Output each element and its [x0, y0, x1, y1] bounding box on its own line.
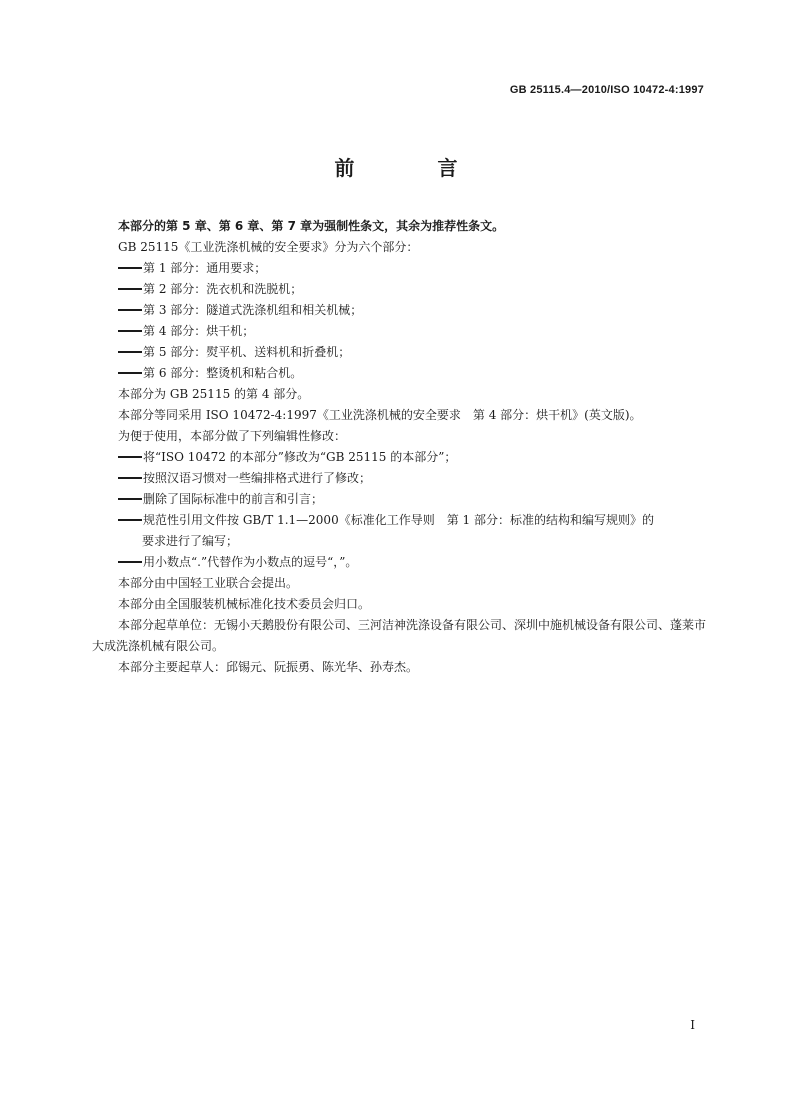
standard-number: GB 25115.4—2010/ISO 10472-4:1997 [509, 84, 704, 96]
part-statement: 本部分为 GB 25115 的第 4 部分。 [118, 387, 310, 401]
list-item: 第 4 部分：烘干机； [92, 321, 706, 342]
list-item: 第 6 部分：整烫机和粘合机。 [92, 363, 706, 384]
em-dash-icon [118, 351, 142, 353]
em-dash-icon [118, 288, 142, 290]
mandatory-clauses-note: 本部分的第 5 章、第 6 章、第 7 章为强制性条文，其余为推荐性条文。 [118, 219, 505, 233]
list-item: 将“ISO 10472 的本部分”修改为“GB 25115 的本部分”； [92, 447, 706, 468]
proposed-by: 本部分由中国轻工业联合会提出。 [118, 576, 299, 590]
list-item: 规范性引用文件按 GB/T 1.1—2000《标准化工作导则 第 1 部分：标准的结构和编写规则》的 要求进行了编写； [92, 510, 706, 552]
list-item: 用小数点“.”代替作为小数点的逗号“，”。 [92, 552, 706, 573]
foreword-body [92, 216, 706, 678]
em-dash-icon [118, 372, 142, 374]
em-dash-icon [118, 330, 142, 332]
managed-by: 本部分由全国服装机械标准化技术委员会归口。 [118, 597, 371, 611]
em-dash-icon [118, 456, 142, 458]
edits-intro: 为便于使用，本部分做了下列编辑性修改： [118, 429, 347, 443]
em-dash-icon [118, 309, 142, 311]
parts-intro: GB 25115《工业洗涤机械的安全要求》分为六个部分： [118, 240, 419, 254]
em-dash-icon [118, 477, 142, 479]
list-item: 第 5 部分：熨平机、送料机和折叠机； [92, 342, 706, 363]
page-number: I [690, 1018, 695, 1032]
list-item: 第 3 部分：隧道式洗涤机组和相关机械； [92, 300, 706, 321]
drafters: 本部分主要起草人：邱锡元、阮振勇、陈光华、孙寿杰。 [118, 660, 419, 674]
list-item: 第 2 部分：洗衣机和洗脱机； [92, 279, 706, 300]
em-dash-icon [118, 561, 142, 563]
page-title: 前 言 [334, 156, 496, 180]
adoption-statement: 本部分等同采用 ISO 10472-4:1997《工业洗涤机械的安全要求 第 4 部分：烘干机》(英文版)。 [118, 408, 642, 422]
list-item: 删除了国际标准中的前言和引言； [92, 489, 706, 510]
list-item: 第 1 部分：通用要求； [92, 258, 706, 279]
list-item: 按照汉语习惯对一些编排格式进行了修改； [92, 468, 706, 489]
drafting-units: 本部分起草单位：无锡小天鹅股份有限公司、三河洁神洗涤设备有限公司、深圳中施机械设备有限公司、蓬莱市大成洗涤机械有限公司。 [92, 618, 707, 653]
em-dash-icon [118, 519, 142, 521]
em-dash-icon [118, 267, 142, 269]
em-dash-icon [118, 498, 142, 500]
